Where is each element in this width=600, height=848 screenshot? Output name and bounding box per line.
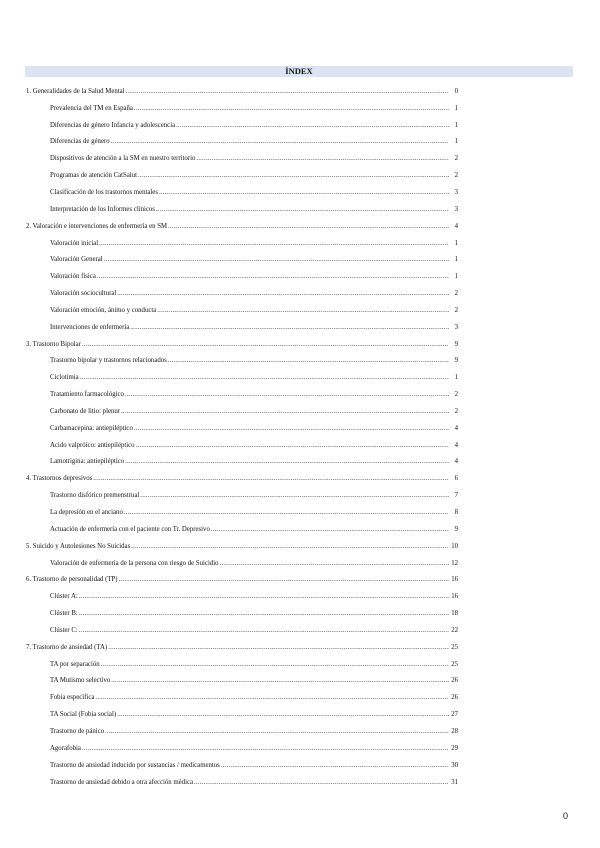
dot-leader — [168, 356, 449, 365]
toc-entry-page: 18 — [451, 610, 458, 618]
toc-entry-page: 7 — [454, 492, 458, 500]
toc-entry-label: Intervenciones de enfermería — [50, 323, 130, 331]
dot-leader — [82, 340, 449, 349]
dot-leader — [82, 744, 449, 753]
dot-leader — [159, 188, 449, 197]
toc-entry-page: 28 — [451, 727, 458, 735]
toc-subsection-entry[interactable] — [26, 689, 458, 706]
toc-subsection-entry[interactable] — [26, 740, 458, 757]
toc-entry-label: 3. Trastorno Bipolar — [26, 340, 81, 348]
toc-subsection-entry[interactable] — [26, 251, 458, 268]
toc-subsection-entry[interactable] — [26, 235, 458, 252]
toc-entry-label: Ciclotimia — [50, 374, 79, 382]
toc-entry-page: 2 — [454, 155, 458, 163]
toc-entry-label: Clúster C: — [50, 626, 78, 634]
toc-entry-label: Acido valpróico: antiepiléptico — [50, 441, 135, 449]
toc-entry-page: 2 — [454, 391, 458, 399]
toc-entry-label: TA Social (Fobia social) — [50, 711, 117, 719]
toc-entry-label: Trastorno de ansiedad debido a otra afección médica — [50, 778, 193, 786]
toc-subsection-entry[interactable] — [26, 369, 458, 386]
toc-subsection-entry[interactable] — [26, 302, 458, 319]
toc-entry-label: Carbamacepina: antiepiléptico — [50, 424, 133, 432]
toc-entry-page: 0 — [454, 87, 458, 95]
dot-leader — [108, 643, 449, 652]
toc-subsection-entry[interactable] — [26, 487, 458, 504]
toc-entry-page: 6 — [454, 475, 458, 483]
toc-entry-page: 2 — [454, 290, 458, 298]
toc-entry-label: Trastorno bipolar y trastornos relacionados — [50, 357, 167, 365]
dot-leader — [117, 289, 449, 298]
page-title: ÍNDEX — [285, 66, 313, 76]
toc-entry-label: 4. Trastornos depresivos — [26, 475, 93, 483]
dot-leader — [221, 761, 449, 770]
toc-entry-page: 27 — [451, 711, 458, 719]
dot-leader — [168, 222, 449, 231]
toc-subsection-entry[interactable] — [26, 100, 458, 117]
dot-leader — [211, 525, 449, 534]
toc-entry-page: 16 — [451, 593, 458, 601]
toc-subsection-entry[interactable] — [26, 588, 458, 605]
toc-entry-page: 9 — [454, 357, 458, 365]
toc-entry-label: TA por separación — [50, 660, 100, 668]
toc-entry-page: 16 — [451, 576, 458, 584]
dot-leader — [95, 693, 449, 702]
toc-entry-label: Diferencias de género Infancia y adolescencia — [50, 121, 176, 129]
toc-entry-label: Trastorno de pánico — [50, 727, 105, 735]
dot-leader — [156, 205, 449, 214]
toc-entry-label: Interpretación de los Informes clínicos — [50, 205, 155, 213]
dot-leader — [136, 441, 449, 450]
dot-leader — [130, 323, 449, 332]
toc-entry-label: Valoración emoción, ánimo y conducta — [50, 306, 157, 314]
toc-subsection-entry[interactable] — [26, 167, 458, 184]
toc-subsection-entry[interactable] — [26, 723, 458, 740]
toc-entry-label: Trastorno disfórico premenstrual — [50, 492, 140, 500]
toc-subsection-entry[interactable] — [26, 117, 458, 134]
dot-leader — [79, 609, 449, 618]
dot-leader — [176, 121, 449, 130]
toc-section-entry[interactable] — [26, 538, 458, 555]
toc-entry-page: 2 — [454, 172, 458, 180]
table-of-contents — [26, 83, 458, 790]
toc-subsection-entry[interactable] — [26, 134, 458, 151]
dot-leader — [111, 676, 449, 685]
toc-entry-label: Valoración sociocultural — [50, 290, 117, 298]
toc-entry-label: 2. Valoración e intervenciones de enfermería en SM — [26, 222, 168, 230]
toc-entry-label: Clúster A: — [50, 593, 78, 601]
dot-leader — [101, 660, 449, 669]
toc-entry-page: 26 — [451, 694, 458, 702]
toc-subsection-entry[interactable] — [26, 437, 458, 454]
dot-leader — [119, 575, 449, 584]
toc-entry-page: 1 — [454, 374, 458, 382]
toc-entry-label: Valoración física — [50, 273, 96, 281]
toc-section-entry[interactable] — [26, 336, 458, 353]
toc-entry-page: 9 — [454, 340, 458, 348]
dot-leader — [111, 137, 449, 146]
dot-leader — [138, 171, 449, 180]
dot-leader — [97, 272, 449, 281]
toc-entry-label: Valoración de enfermería de la persona con riesgo de Suicidio — [50, 559, 219, 567]
toc-entry-page: 25 — [451, 660, 458, 668]
toc-subsection-entry[interactable] — [26, 622, 458, 639]
toc-entry-page: 1 — [454, 239, 458, 247]
toc-subsection-entry[interactable] — [26, 420, 458, 437]
dot-leader — [79, 592, 449, 601]
toc-entry-label: Agorafobia — [50, 744, 81, 752]
toc-subsection-entry[interactable] — [26, 201, 458, 218]
dot-leader — [126, 87, 449, 96]
toc-entry-page: 4 — [454, 458, 458, 466]
toc-entry-label: Valoración inicial — [50, 239, 99, 247]
toc-entry-label: Clasificación de los trastornos mentales — [50, 188, 158, 196]
toc-entry-label: 1. Generalidades de la Salud Mental — [26, 87, 125, 95]
dot-leader — [134, 104, 449, 113]
toc-entry-label: Programas de atención CatSalut — [50, 172, 138, 180]
toc-entry-page: 12 — [451, 559, 458, 567]
toc-section-entry[interactable] — [26, 470, 458, 487]
toc-entry-page: 25 — [451, 643, 458, 651]
toc-subsection-entry[interactable] — [26, 656, 458, 673]
toc-entry-label: TA Mutismo selectivo — [50, 677, 111, 685]
toc-subsection-entry[interactable] — [26, 454, 458, 471]
dot-leader — [121, 407, 449, 416]
toc-subsection-entry[interactable] — [26, 386, 458, 403]
toc-entry-page: 1 — [454, 138, 458, 146]
toc-entry-page: 1 — [454, 273, 458, 281]
toc-entry-page: 8 — [454, 509, 458, 517]
toc-entry-page: 1 — [454, 121, 458, 129]
toc-entry-page: 1 — [454, 104, 458, 112]
dot-leader — [157, 306, 449, 315]
dot-leader — [125, 457, 449, 466]
toc-entry-label: La depresión en el anciano — [50, 509, 123, 517]
dot-leader — [125, 390, 449, 399]
dot-leader — [93, 474, 449, 483]
toc-entry-page: 4 — [454, 441, 458, 449]
toc-section-entry[interactable] — [26, 639, 458, 656]
toc-entry-label: Fobia específica — [50, 694, 95, 702]
toc-section-entry[interactable] — [26, 218, 458, 235]
toc-subsection-entry[interactable] — [26, 150, 458, 167]
toc-entry-label: Lamotrigina: antiepiléptico — [50, 458, 125, 466]
dot-leader — [99, 239, 449, 248]
toc-entry-page: 4 — [454, 222, 458, 230]
dot-leader — [134, 424, 449, 433]
dot-leader — [220, 559, 449, 568]
toc-section-entry[interactable] — [26, 83, 458, 100]
toc-subsection-entry[interactable] — [26, 673, 458, 690]
dot-leader — [117, 710, 449, 719]
toc-entry-page: 2 — [454, 407, 458, 415]
toc-entry-label: Prevalencia del TM en España — [50, 104, 133, 112]
toc-entry-label: 6. Trastorno de personalidad (TP) — [26, 576, 118, 584]
toc-entry-page: 3 — [454, 205, 458, 213]
toc-entry-page: 4 — [454, 424, 458, 432]
toc-entry-label: Clúster B: — [50, 610, 78, 618]
toc-subsection-entry[interactable] — [26, 774, 458, 791]
toc-subsection-entry[interactable] — [26, 757, 458, 774]
toc-entry-page: 22 — [451, 626, 458, 634]
toc-subsection-entry[interactable] — [26, 353, 458, 370]
toc-subsection-entry[interactable] — [26, 555, 458, 572]
toc-entry-label: 5. Suicido y Autolesiones No Suicidas — [26, 542, 131, 550]
toc-section-entry[interactable] — [26, 571, 458, 588]
toc-entry-label: Carbonato de litio: plenur — [50, 407, 121, 415]
toc-entry-page: 3 — [454, 323, 458, 331]
toc-subsection-entry[interactable] — [26, 504, 458, 521]
toc-entry-label: Tratamiento farmacológico — [50, 391, 124, 399]
dot-leader — [79, 626, 449, 635]
toc-subsection-entry[interactable] — [26, 521, 458, 538]
toc-entry-page: 30 — [451, 761, 458, 769]
dot-leader — [104, 255, 449, 264]
toc-entry-label: Actuación de enfermería con el paciente con Tr. Depresivo — [50, 525, 210, 533]
page-number: 0 — [563, 811, 569, 821]
toc-subsection-entry[interactable] — [26, 268, 458, 285]
toc-entry-page: 10 — [451, 542, 458, 550]
dot-leader — [140, 491, 449, 500]
toc-subsection-entry[interactable] — [26, 706, 458, 723]
toc-entry-page: 31 — [451, 778, 458, 786]
toc-entry-page: 9 — [454, 525, 458, 533]
dot-leader — [80, 373, 449, 382]
dot-leader — [131, 542, 449, 551]
dot-leader — [105, 727, 449, 736]
toc-subsection-entry[interactable] — [26, 285, 458, 302]
toc-entry-label: Valoración General — [50, 256, 103, 264]
toc-entry-page: 26 — [451, 677, 458, 685]
dot-leader — [196, 154, 449, 163]
dot-leader — [124, 508, 449, 517]
toc-entry-page: 3 — [454, 188, 458, 196]
dot-leader — [194, 778, 449, 787]
toc-entry-page: 1 — [454, 256, 458, 264]
toc-subsection-entry[interactable] — [26, 605, 458, 622]
toc-entry-page: 2 — [454, 306, 458, 314]
toc-subsection-entry[interactable] — [26, 319, 458, 336]
toc-subsection-entry[interactable] — [26, 184, 458, 201]
toc-entry-label: Trastorno de ansiedad inducido por sustancias / medicamentos — [50, 761, 220, 769]
toc-entry-page: 29 — [451, 744, 458, 752]
toc-entry-label: 7. Trastorno de ansiedad (TA) — [26, 643, 108, 651]
toc-entry-label: Dispositivos de atención a la SM en nuestro territorio — [50, 155, 196, 163]
toc-entry-label: Diferencias de género — [50, 138, 110, 146]
toc-subsection-entry[interactable] — [26, 403, 458, 420]
